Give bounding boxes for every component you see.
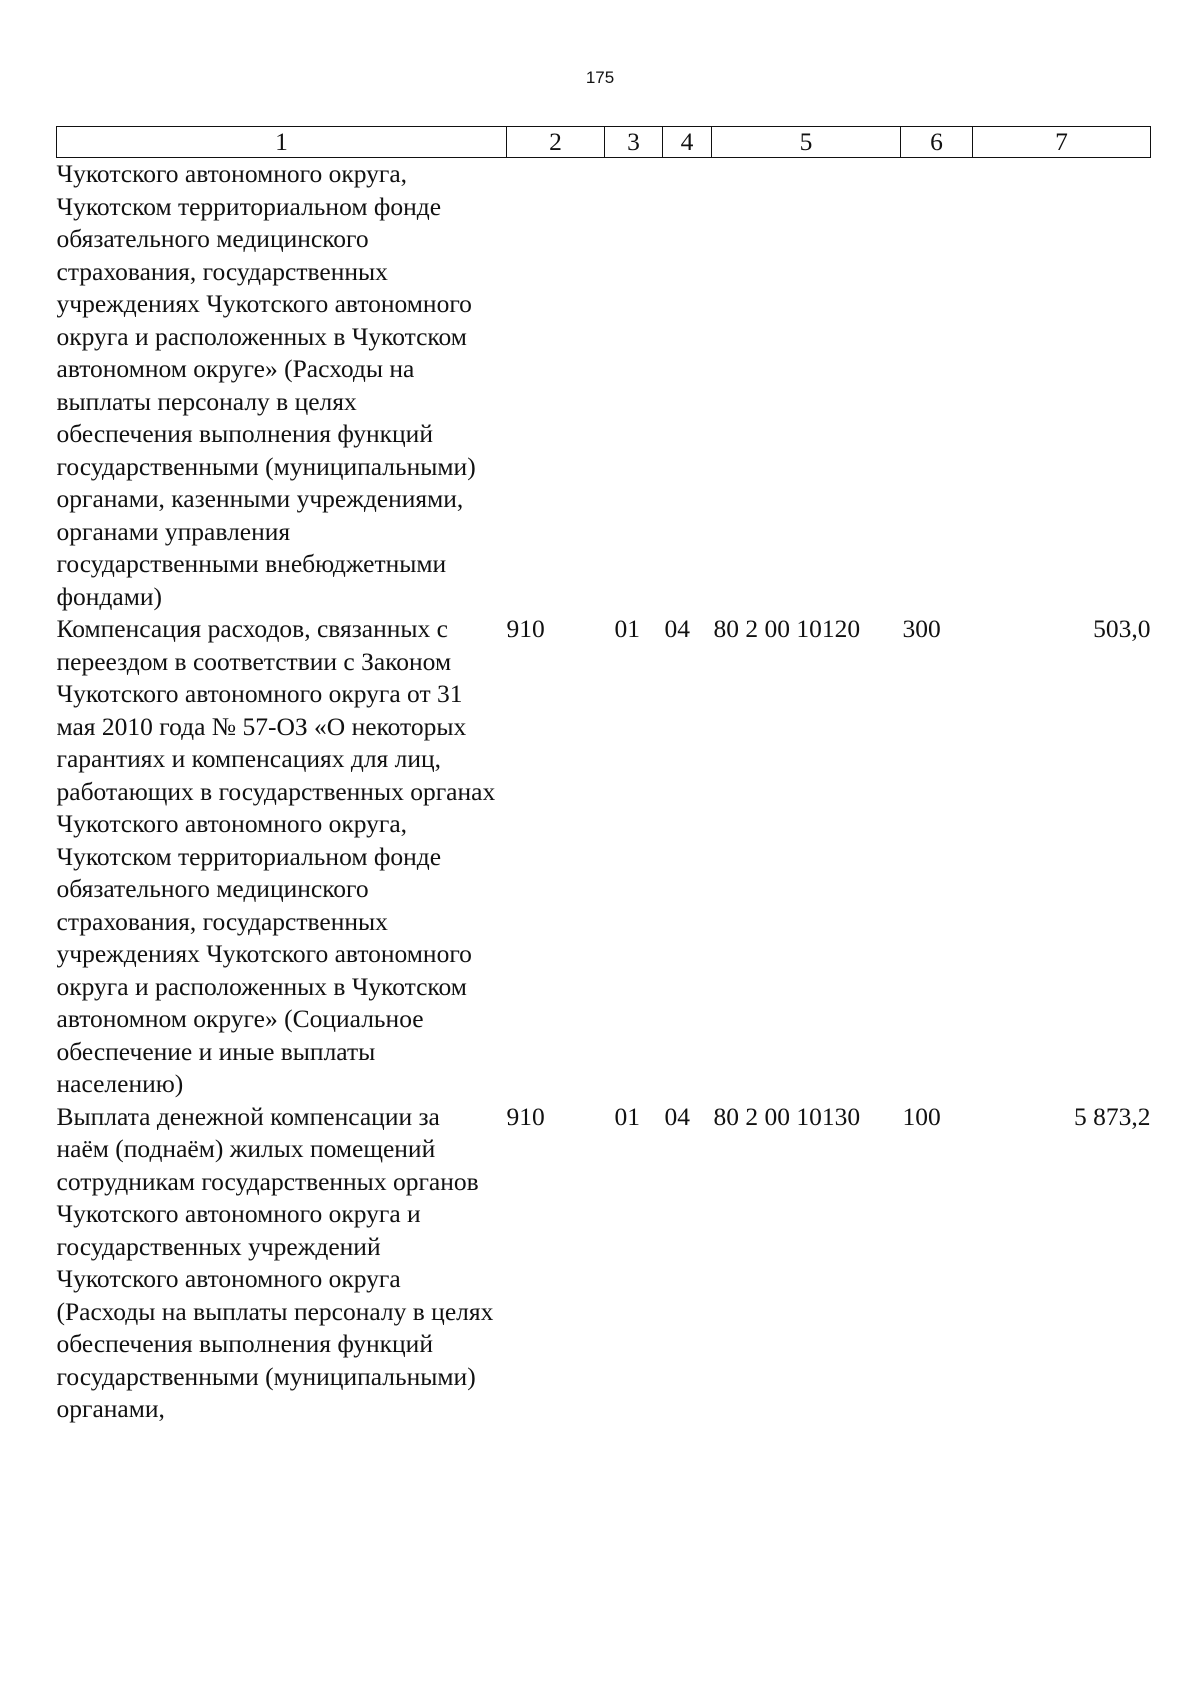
row-col-6: 100 bbox=[902, 1101, 941, 1131]
table-body bbox=[57, 158, 1151, 1426]
row-description: Выплата денежной компенсации за наём (поднаём) жилых помещений сотрудникам государственных органов Чукотского автономного округа и государственных учреждений Чукотского автономного округа (Расходы на выплаты персоналу в целях обеспечения выполнения функций государственными (муниципальными) органами, bbox=[56, 1101, 494, 1423]
row-col-4: 04 bbox=[664, 1101, 690, 1131]
table-row bbox=[57, 613, 1151, 1101]
table-header bbox=[57, 127, 1151, 158]
row-description: Чукотского автономного округа, Чукотском территориальном фонде обязательного медицинского страхования, государственных учреждениях Чукотского автономного округа и расположенных в Чукотском автономном округе» (Расходы на выплаты персоналу в целях обеспечения выполнения функций государственными (муниципальными) органами, казенными учреждениями, органами управления государственными внебюджетными фондами) bbox=[56, 159, 476, 611]
row-col-2 bbox=[507, 158, 605, 614]
row-col-6: 300 bbox=[902, 614, 941, 643]
row-col-5: 80 2 00 10130 bbox=[713, 1101, 861, 1131]
row-col-3 bbox=[605, 158, 663, 614]
row-col-2: 910 bbox=[506, 614, 545, 643]
row-col-3: 01 bbox=[614, 1101, 640, 1131]
row-col-4 bbox=[663, 158, 712, 614]
budget-table bbox=[56, 126, 1151, 1426]
row-col-7 bbox=[973, 158, 1151, 614]
header-row bbox=[57, 127, 1151, 158]
header-col-3: 3 bbox=[605, 127, 663, 158]
row-col-5 bbox=[712, 158, 901, 614]
row-col-7: 5 873,2 bbox=[1074, 1101, 1151, 1131]
header-col-6: 6 bbox=[901, 127, 973, 158]
table-row bbox=[57, 1101, 1151, 1426]
row-description: Компенсация расходов, связанных с переездом в соответствии с Законом Чукотского автономного округа от 31 мая 2010 года № 57-ОЗ «О некоторых гарантиях и компенсациях для лиц, работающих в государственных органах Чукотского автономного округа, Чукотском территориальном фонде обязательного медицинского страхования, государственных учреждениях Чукотского автономного округа и расположенных в Чукотском автономном округе» (Социальное обеспечение и иные выплаты населению) bbox=[56, 614, 496, 1098]
header-col-2: 2 bbox=[507, 127, 605, 158]
page-number: 175 bbox=[585, 68, 615, 87]
row-col-5: 80 2 00 10120 bbox=[713, 614, 861, 643]
header-col-7: 7 bbox=[973, 127, 1151, 158]
header-col-4: 4 bbox=[663, 127, 712, 158]
table-row bbox=[57, 158, 1151, 614]
row-col-7: 503,0 bbox=[1093, 614, 1151, 643]
row-col-4: 04 bbox=[664, 614, 690, 643]
header-col-5: 5 bbox=[712, 127, 901, 158]
row-col-2: 910 bbox=[506, 1101, 545, 1131]
row-col-6 bbox=[901, 158, 973, 614]
header-col-1: 1 bbox=[57, 127, 507, 158]
row-col-3: 01 bbox=[614, 614, 640, 643]
